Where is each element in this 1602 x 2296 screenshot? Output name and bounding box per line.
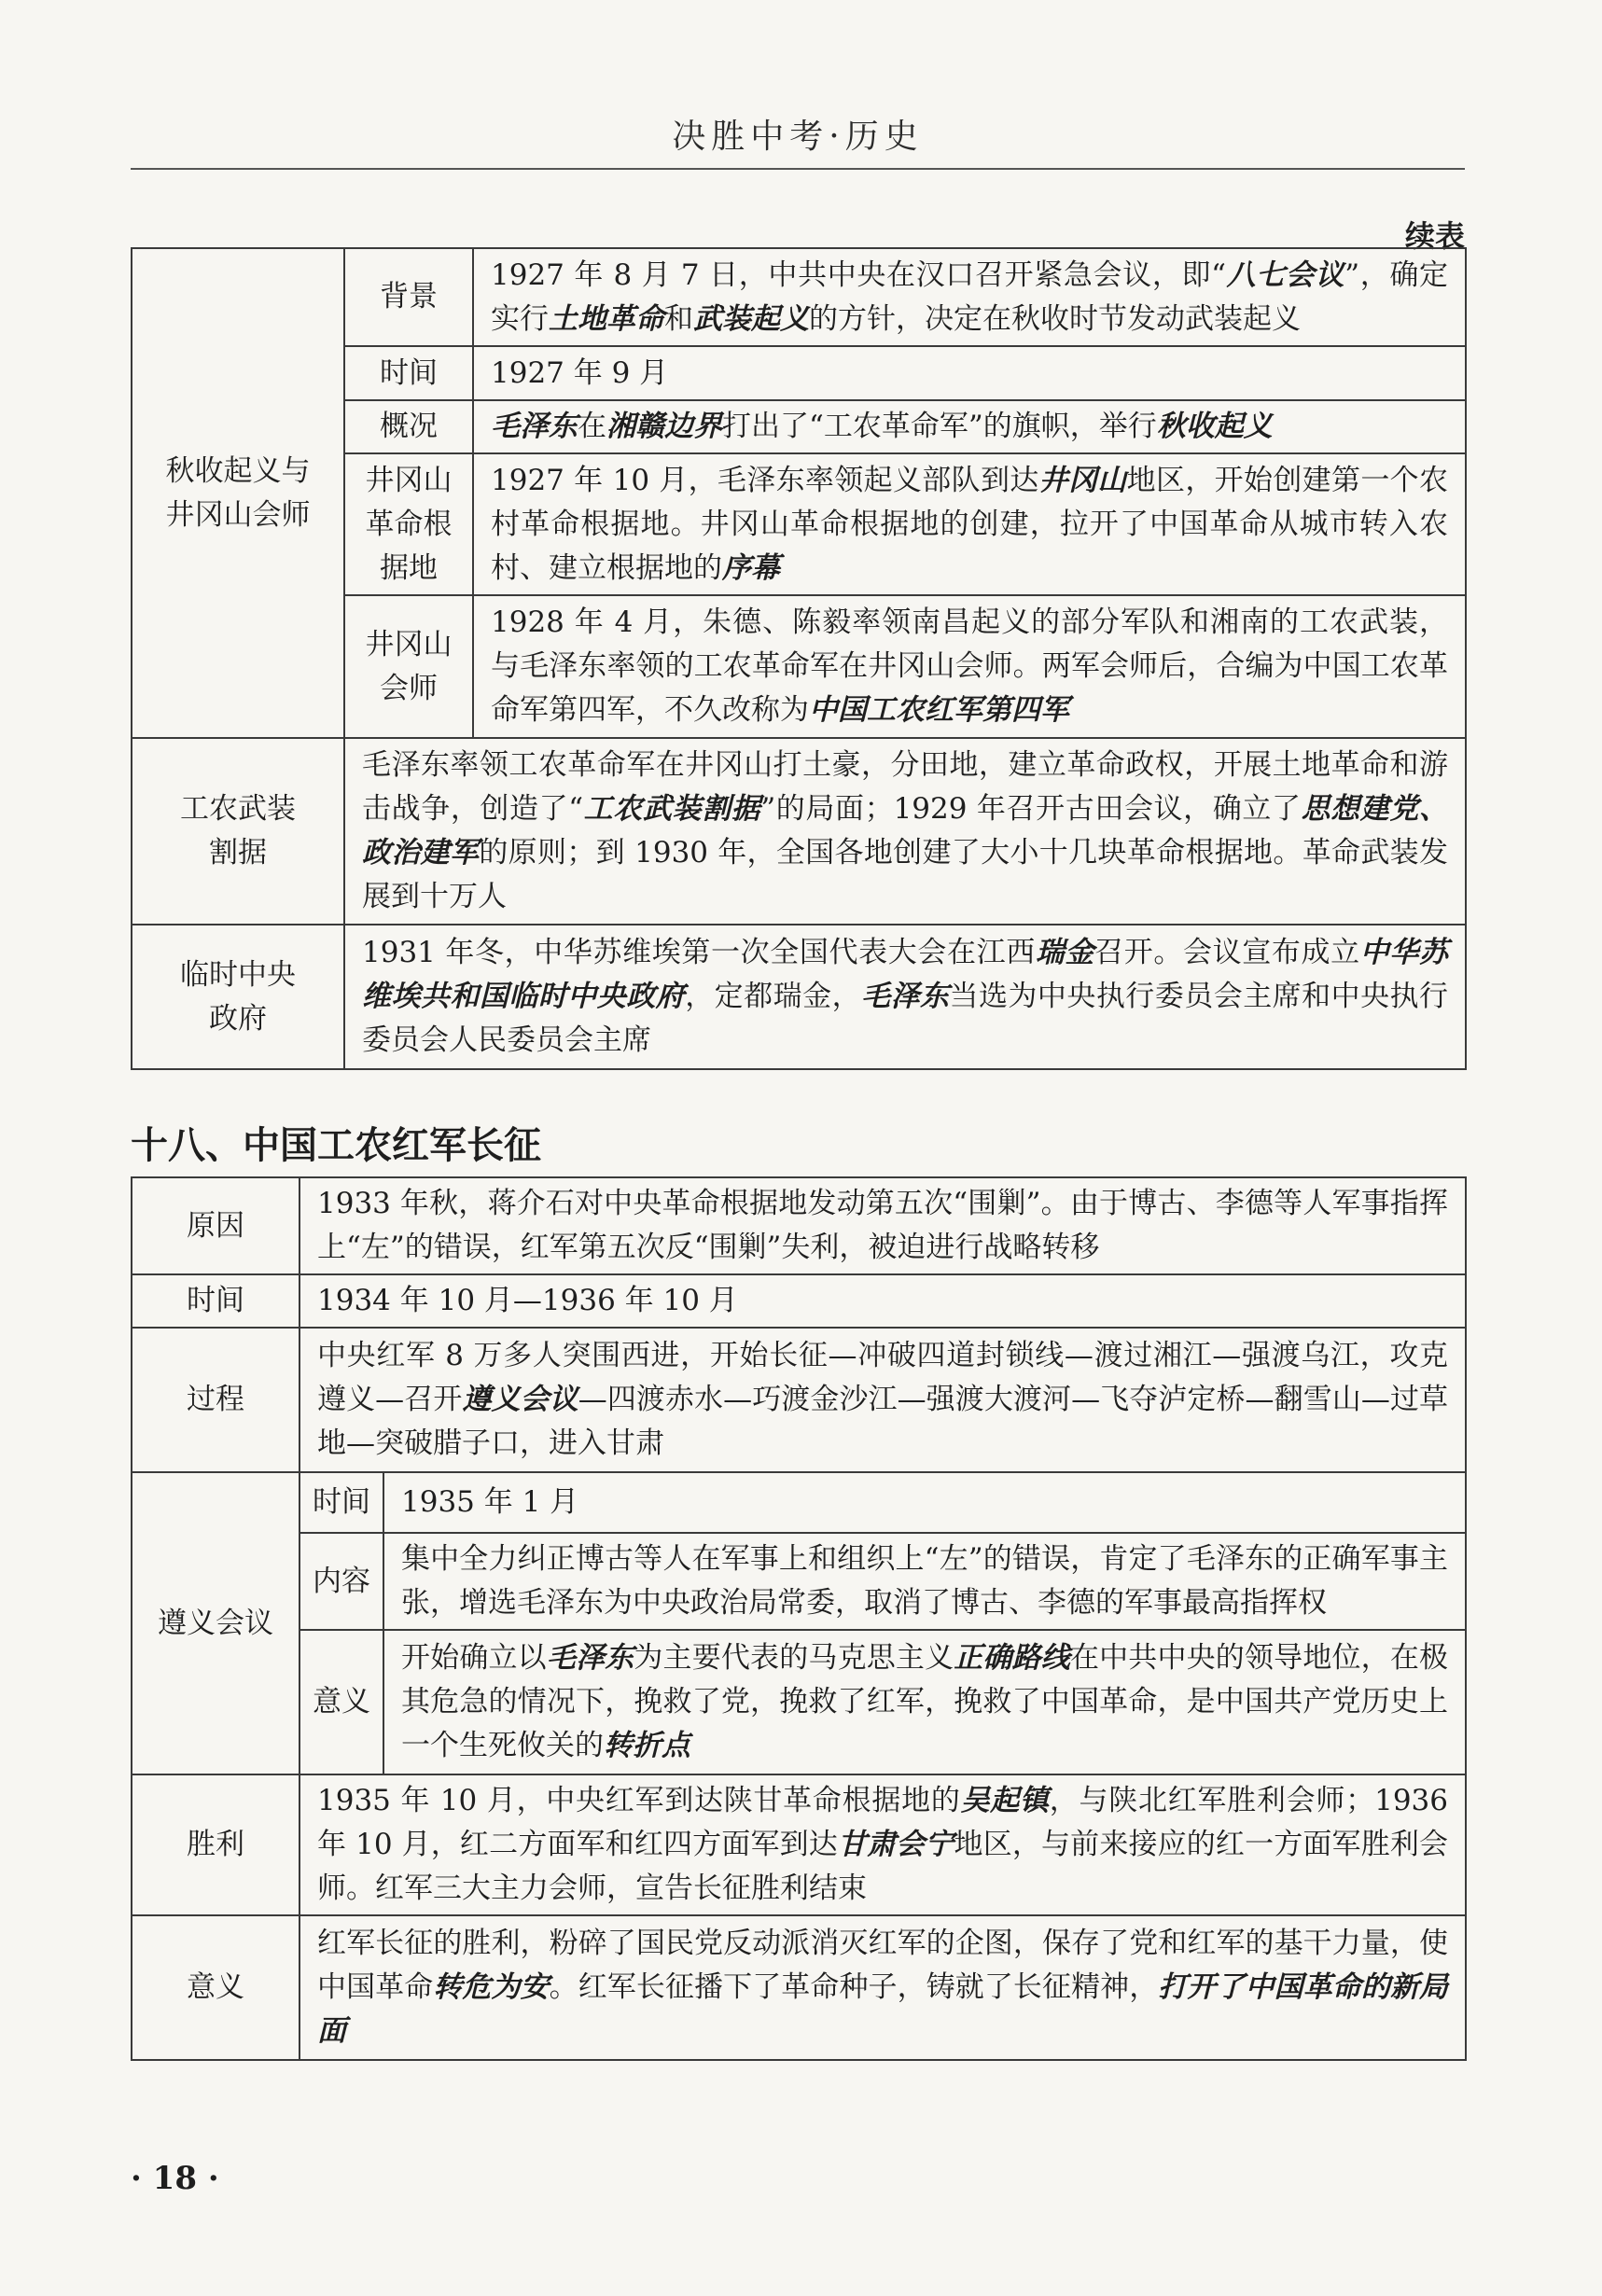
row-content-victory (300, 1774, 1466, 1915)
text-seg: ，与陕北红军胜利会师；1936 年 10 月，红二方面军和红四方面军到达 (317, 1784, 1448, 1861)
text-seg: 地区，开始创建第一个农村革命根据地。井冈山革命根据地的创建，拉开了中国革命从城市转入农村、建立根据地的 (491, 463, 1449, 585)
page-header: 决胜中考·历史 (672, 118, 924, 156)
text-seg: 为主要代表的马克思主义 (634, 1641, 954, 1675)
keyword-new-situation: 打开了中国革命的新局面 (317, 1970, 1449, 2048)
row-content-overview (473, 400, 1466, 453)
row-content-armed-separatism (344, 738, 1466, 925)
keyword-armed-separatism: 工农武装割据 (583, 792, 761, 826)
keyword-wuqi-town: 吴起镇 (960, 1784, 1050, 1817)
row-content-jinggangshan-meeting (473, 595, 1466, 738)
row-label-armed-separatism: 工农武装割据 (132, 738, 344, 925)
keyword-prelude: 序幕 (722, 550, 780, 585)
row-label-zunyi-content: 内容 (300, 1533, 383, 1630)
text-seg: 开始确立以 (401, 1641, 547, 1675)
text-seg: 的原则；到 1930 年，全国各地创建了大小十几块革命根据地。革命武装发展到十万人 (362, 836, 1448, 913)
row-content-jinggangshan-base (473, 453, 1466, 595)
text-seg: 当选为中央执行委员会主席和中央执行委员会人民委员会主席 (362, 980, 1449, 1057)
group-label-autumn-uprising: 秋收起义与井冈山会师 (132, 248, 344, 738)
row-label-meaning: 意义 (132, 1915, 300, 2060)
group-label-zunyi-meeting: 遵义会议 (132, 1472, 300, 1774)
keyword-hunan-jiangxi-border: 湘赣边界 (606, 410, 722, 443)
text-seg: 1935 年 10 月，中央红军到达陕甘革命根据地的 (317, 1784, 961, 1817)
row-content-provisional-government (344, 925, 1466, 1069)
text-seg: 地区，与前来接应的红一方面军胜利会师。红军三大主力会师，宣告长征胜利结束 (317, 1828, 1449, 1905)
row-label-time: 时间 (132, 1274, 300, 1328)
row-label-zunyi-significance: 意义 (300, 1630, 383, 1774)
continued-label: 续表 (1404, 218, 1465, 254)
text-seg: 的方针，决定在秋收时节发动武装起义 (809, 301, 1301, 336)
row-label-time: 时间 (344, 346, 473, 400)
text-seg: ”，确定实行 (491, 257, 1448, 336)
text-seg: ”的局面；1929 年召开古田会议，确立了 (760, 792, 1302, 826)
keyword-soviet-republic: 中华苏维埃共和国临时中央政府 (362, 936, 1448, 1013)
row-label-provisional-government: 临时中央政府 (132, 925, 344, 1069)
text-seg: 。红军长征播下了革命种子，铸就了长征精神， (549, 1970, 1159, 2004)
row-label-overview: 概况 (344, 400, 473, 453)
row-label-cause: 原因 (132, 1177, 300, 1274)
row-label-jinggangshan-meeting: 井冈山会师 (344, 595, 473, 738)
keyword-huining-gansu: 甘肃会宁 (837, 1828, 954, 1861)
text-seg: 红军长征的胜利，粉碎了国民党反动派消灭红军的企图，保存了党和红军的基干力量，使中国革命 (317, 1927, 1448, 2004)
text-seg: 在中共中央的领导地位，在极其危急的情况下，挽救了党，挽救了红军，挽救了中国革命，是中国共产党历史上一个生死攸关的 (401, 1641, 1449, 1762)
row-content-time: 1934 年 10 月—1936 年 10 月 (300, 1274, 1466, 1328)
text-seg: 1927 年 8 月 7 日，中共中央在汉口召开紧急会议，即“ (491, 257, 1226, 292)
autumn-uprising-table (131, 247, 1467, 1070)
row-label-jinggangshan-base: 井冈山革命根据地 (344, 453, 473, 595)
text-seg: 1927 年 10 月，毛泽东率领起义部队到达 (491, 463, 1039, 497)
keyword-party-army-building: 思想建党、政治建军 (362, 792, 1448, 870)
text-seg: 召开。会议宣布成立 (1094, 936, 1360, 969)
row-content-zunyi-time: 1935 年 1 月 (383, 1472, 1466, 1533)
row-content-cause: 1933 年秋，蒋介石对中央革命根据地发动第五次“围剿”。由于博古、李德等人军事指挥上“左”的错误，红军第五次反“围剿”失利，被迫进行战略转移 (300, 1177, 1466, 1274)
keyword-bayi-meeting: 八七会议 (1225, 257, 1345, 292)
keyword-fourth-red-army: 中国工农红军第四军 (809, 693, 1069, 727)
keyword-mao: 毛泽东 (546, 1641, 634, 1675)
row-content-meaning (300, 1915, 1466, 2060)
keyword-ruijin: 瑞金 (1035, 936, 1095, 969)
section-title: 十八、中国工农红军长征 (131, 1124, 541, 1167)
keyword-land-revolution: 土地革命 (549, 301, 664, 336)
keyword-jinggangshan: 井冈山 (1038, 463, 1127, 497)
text-seg: 打出了“工农革命军”的旗帜，举行 (722, 410, 1157, 443)
row-content-zunyi-significance (383, 1630, 1466, 1774)
row-label-background: 背景 (344, 248, 473, 346)
text-seg: 中央红军 8 万多人突围西进，开始长征—冲破四道封锁线—渡过湘江—强渡乌江，攻克遵义—召开 (317, 1339, 1448, 1416)
row-content-process (300, 1328, 1466, 1472)
long-march-table (131, 1176, 1467, 2061)
row-content-zunyi-content: 集中全力纠正博古等人在军事上和组织上“左”的错误，肯定了毛泽东的正确军事主张，增选毛泽东为中央政治局常委，取消了博古、李德的军事最高指挥权 (383, 1533, 1466, 1630)
keyword-turning-point: 转折点 (604, 1729, 690, 1762)
header-divider (131, 168, 1465, 170)
row-content-time: 1927 年 9 月 (473, 346, 1466, 400)
text-seg: ，定都瑞金， (685, 980, 862, 1013)
keyword-mao: 毛泽东 (861, 980, 950, 1013)
text-seg: 1931 年冬，中华苏维埃第一次全国代表大会在江西 (362, 936, 1036, 969)
text-seg: 和 (664, 301, 693, 336)
row-label-zunyi-time: 时间 (300, 1472, 383, 1533)
keyword-turn-danger-to-safety: 转危为安 (433, 1970, 550, 2004)
row-label-process: 过程 (132, 1328, 300, 1472)
row-label-victory: 胜利 (132, 1774, 300, 1915)
keyword-correct-line: 正确路线 (954, 1641, 1070, 1675)
text-seg: 毛泽东率领工农革命军在井冈山打土豪，分田地，建立革命政权，开展土地革命和游击战争，创造了“ (362, 748, 1448, 826)
keyword-mao: 毛泽东 (491, 410, 578, 443)
text-seg: 1928 年 4 月，朱德、陈毅率领南昌起义的部分军队和湘南的工农武装，与毛泽东率领的工农革命军在井冈山会师。两军会师后，合编为中国工农革命军第四军，不久改称为 (491, 605, 1448, 727)
row-content-background (473, 248, 1466, 346)
keyword-armed-uprising: 武装起义 (693, 301, 809, 336)
keyword-zunyi-meeting: 遵义会议 (462, 1383, 578, 1416)
text-seg: 在 (578, 410, 606, 443)
page-number: · 18 · (131, 2160, 219, 2197)
text-seg: —四渡赤水—巧渡金沙江—强渡大渡河—飞夺泸定桥—翻雪山—过草地—突破腊子口，进入甘肃 (317, 1383, 1449, 1460)
keyword-autumn-uprising: 秋收起义 (1156, 410, 1273, 443)
